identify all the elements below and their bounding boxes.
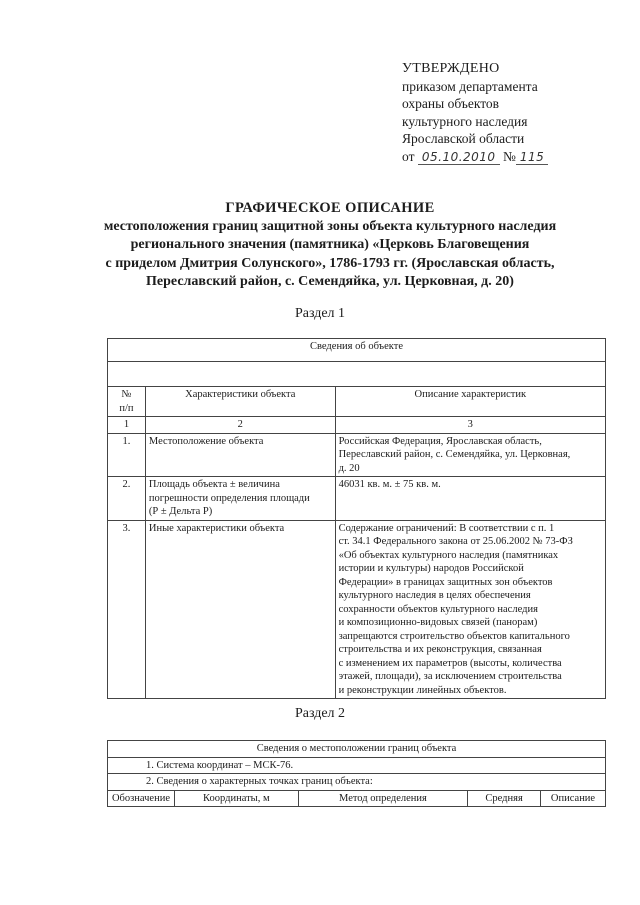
column-header: Средняя xyxy=(468,790,541,807)
header-num: № п/п xyxy=(108,387,146,417)
row-description: 46031 кв. м. ± 75 кв. м. xyxy=(335,477,605,521)
object-info-table xyxy=(107,338,606,699)
row-num: 2. xyxy=(108,477,146,521)
coordinate-system-item: 1. Система координат – МСК-76. xyxy=(108,757,606,774)
table-header-row xyxy=(108,790,606,807)
heading-line: местоположения границ защитной зоны объекта культурного наследия xyxy=(103,218,557,234)
column-header: Метод определения xyxy=(298,790,467,807)
points-info-item: 2. Сведения о характерных точках границ объекта: xyxy=(108,774,606,791)
table-row xyxy=(108,774,606,791)
approval-line: Ярославской области xyxy=(402,131,525,146)
row-characteristic: Площадь объекта ± величина погрешности определения площади (Р ± Дельта Р) xyxy=(145,477,335,521)
section-2-label: Раздел 2 xyxy=(294,706,346,721)
approval-title: УТВЕРЖДЕНО xyxy=(402,61,500,76)
col-number: 1 xyxy=(108,417,146,434)
col-number: 2 xyxy=(145,417,335,434)
table-title-row xyxy=(108,339,606,362)
row-description: Российская Федерация, Ярославская область, Переславский район, с. Семендяйка, ул. Церковная, д. 20 xyxy=(335,433,605,477)
table-spacer xyxy=(108,362,606,387)
approval-stamp xyxy=(402,60,548,166)
approval-line: культурного наследия xyxy=(402,113,528,129)
table-title: Сведения об объекте xyxy=(108,339,606,362)
row-characteristic: Местоположение объекта xyxy=(145,433,335,477)
approval-line: приказом департамента xyxy=(402,78,538,94)
approval-from-label: от xyxy=(402,148,415,164)
row-description: Содержание ограничений: В соответствии с п. 1 ст. 34.1 Федерального закона от 25.06.2002 № 73-ФЗ «Об объектах культурного наследия (памятниках истории и культуры) народов Российской Федерации» в границах защитных зон объектов культурного наследия в целях обеспечения сохранности объектов культурного наследия и композиционно-видовых связей (панорам) запрещаются строительство объектов капитального строительства и их реконструкция, связанная с изменением их параметров (высоты, количества этажей, площади), за исключением строительства и реконструкции линейных объектов. xyxy=(335,520,605,699)
table-title-row xyxy=(108,741,606,758)
col-number: 3 xyxy=(335,417,605,434)
section-1-label: Раздел 1 xyxy=(294,306,346,321)
table-row xyxy=(108,433,606,477)
approval-number-label: № xyxy=(502,148,516,164)
heading-line: Переславский район, с. Семендяйка, ул. Церковная, д. 20) xyxy=(146,274,514,289)
document-heading xyxy=(100,199,560,292)
column-header: Обозначение xyxy=(108,790,175,807)
approval-date-line xyxy=(402,148,548,167)
column-header: Описание xyxy=(541,790,606,807)
table-spacer-row xyxy=(108,362,606,387)
column-header: Координаты, м xyxy=(174,790,298,807)
boundary-info-table xyxy=(107,740,606,807)
table-row xyxy=(108,757,606,774)
document-title: ГРАФИЧЕСКОЕ ОПИСАНИЕ xyxy=(225,200,435,216)
table-row xyxy=(108,477,606,521)
row-num: 1. xyxy=(108,433,146,477)
row-num: 3. xyxy=(108,520,146,699)
approval-number: 115 xyxy=(516,150,548,165)
header-characteristic: Характеристики объекта xyxy=(145,387,335,417)
heading-line: регионального значения (памятника) «Церковь Благовещения xyxy=(130,237,530,252)
approval-date: 05.10.2010 xyxy=(418,150,500,165)
table-row xyxy=(108,520,606,699)
column-numbers-row xyxy=(108,417,606,434)
table-header-row xyxy=(108,387,606,417)
table-title: Сведения о местоположении границ объекта xyxy=(108,741,606,758)
heading-line: с приделом Дмитрия Солунского», 1786-1793 гг. (Ярославская область, xyxy=(105,255,555,271)
approval-line: охраны объектов xyxy=(402,96,500,111)
header-description: Описание характеристик xyxy=(335,387,605,417)
row-characteristic: Иные характеристики объекта xyxy=(145,520,335,699)
